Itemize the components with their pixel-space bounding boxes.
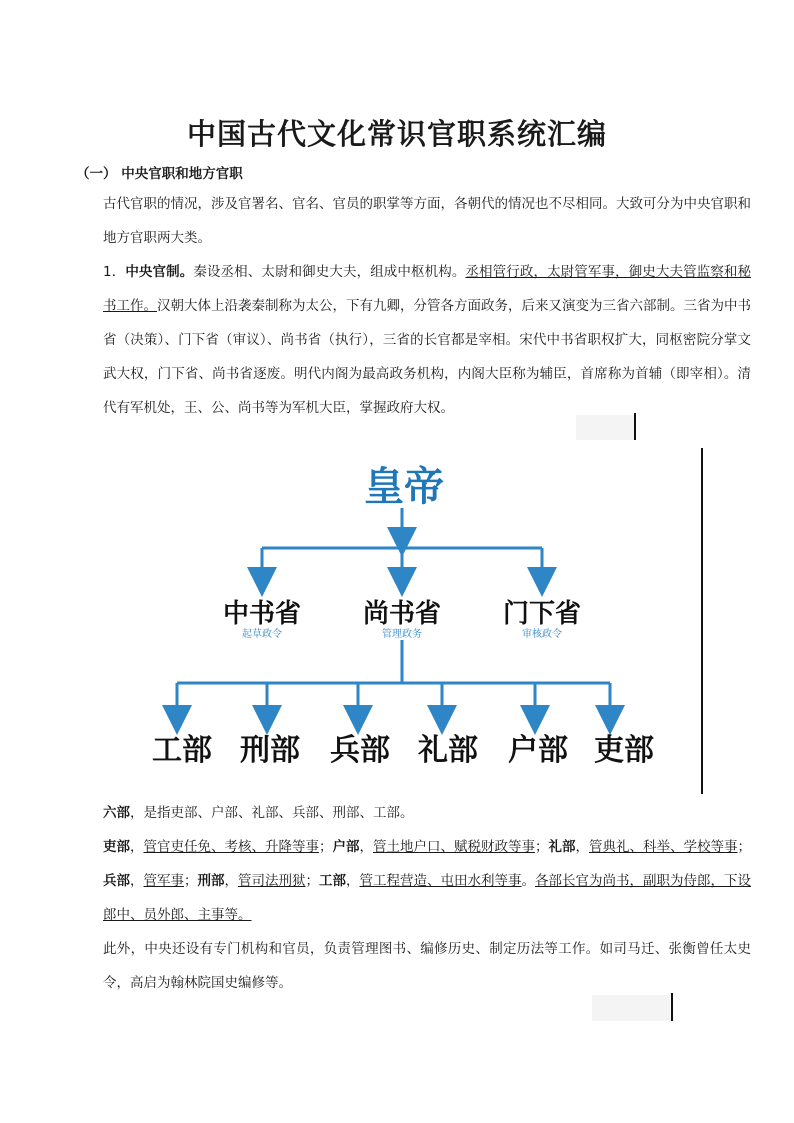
punct: ， <box>346 873 360 889</box>
item-heading: 六部 <box>103 805 130 821</box>
ministry-duty: 管土地户口、赋税财政等事 <box>373 839 535 855</box>
paragraph-six-ministries <box>76 796 751 830</box>
ministry-name: 吏部 <box>103 839 130 855</box>
punct: 。 <box>521 873 535 889</box>
punct: ； <box>737 839 751 855</box>
ministry-name: 刑部 <box>197 873 225 889</box>
ministry-name: 兵部 <box>103 873 130 889</box>
ministry-justice: 刑部 <box>240 733 300 768</box>
ministry-duty: 管司法刑狱 <box>238 873 306 889</box>
section-heading: （一） 中央官职和地方官职 <box>76 166 243 182</box>
bureaucracy-diagram <box>130 440 702 795</box>
punct: ， <box>224 873 238 889</box>
faint-mark <box>576 415 634 440</box>
shangshu-sub: 管理政务 <box>382 629 422 640</box>
emperor-label: 皇帝 <box>364 464 444 510</box>
item-heading: 中央官制。 <box>125 264 194 280</box>
paragraph-central-system <box>76 255 751 425</box>
document-title: 中国古代文化常识官职系统汇编 <box>186 117 607 151</box>
ministry-name: 工部 <box>319 873 346 889</box>
punct: ， <box>130 873 144 889</box>
paragraph-intro: 古代官职的情况，涉及官署名、官名、官员的职掌等方面，各朝代的情况也不尽相同。大致可分为中央官职和地方官职两大类。 <box>103 196 751 246</box>
officials-text: 各部长官为尚书，副职为侍郎，下设郎中、员外郎、主事等。 <box>103 873 751 923</box>
punct: ； <box>305 873 319 889</box>
punct: ； <box>319 839 333 855</box>
shangshu-label: 尚书省 <box>362 599 442 629</box>
punct: ， <box>359 839 373 855</box>
zhongshu-label: 中书省 <box>222 599 302 629</box>
ministry-name: 礼部 <box>548 839 576 855</box>
ministry-duty: 管工程营造、屯田水利等事 <box>359 873 522 889</box>
ministry-duty: 管军事 <box>143 873 184 889</box>
ministry-duty: 管官吏任免、考核、升降等事 <box>143 839 319 855</box>
paragraph-other-offices: 此外，中央还设有专门机构和官员，负责管理图书、编修历史、制定历法等工作。如司马迁、张衡曾任太史令，高启为翰林院国史编修等。 <box>103 941 751 991</box>
ministry-rites: 礼部 <box>418 733 478 768</box>
text-segment: 秦设丞相、太尉和御史大夫，组成中枢机构。 <box>193 264 466 280</box>
punct: ， <box>130 839 144 855</box>
ministry-duty: 管典礼、科举、学校等事 <box>589 839 738 855</box>
ministry-personnel: 吏部 <box>594 733 654 768</box>
text-segment: 汉朝大体上沿袭秦制称为太公，下有九卿，分管各方面政务，后来又演变为三省六部制。三省为中书省（决策）、门下省（审议）、尚书省（执行），三省的长官都是宰相。宋代中书省职权扩大，同枢密院分掌文武大权，门下省、尚书省逐废。明代内阁为最高政务机构，内阁大臣称为辅臣，首席称为首辅（即宰相）。清代有军机处，王、公、尚书等为军机大臣，掌握政府大权。 <box>103 298 751 416</box>
menxia-label: 门下省 <box>502 599 582 629</box>
ministry-name: 户部 <box>332 839 360 855</box>
punct: ； <box>184 873 198 889</box>
ministry-revenue: 户部 <box>508 733 568 768</box>
item-number: 1． <box>103 264 126 280</box>
ministry-works: 工部 <box>152 733 212 768</box>
paragraph-ministry-duties <box>76 830 751 932</box>
vertical-line-mark <box>634 413 636 440</box>
ministry-war: 兵部 <box>330 733 390 768</box>
menxia-sub: 审核政令 <box>522 629 562 640</box>
underlined-text: 丞相管行政，太尉管军事，御史大夫管监察和秘书工作。 <box>103 264 752 314</box>
punct: ， <box>575 839 589 855</box>
punct: ； <box>535 839 549 855</box>
text-segment: ，是指吏部、户部、礼部、兵部、刑部、工部。 <box>130 805 414 821</box>
zhongshu-sub: 起草政令 <box>242 629 282 640</box>
